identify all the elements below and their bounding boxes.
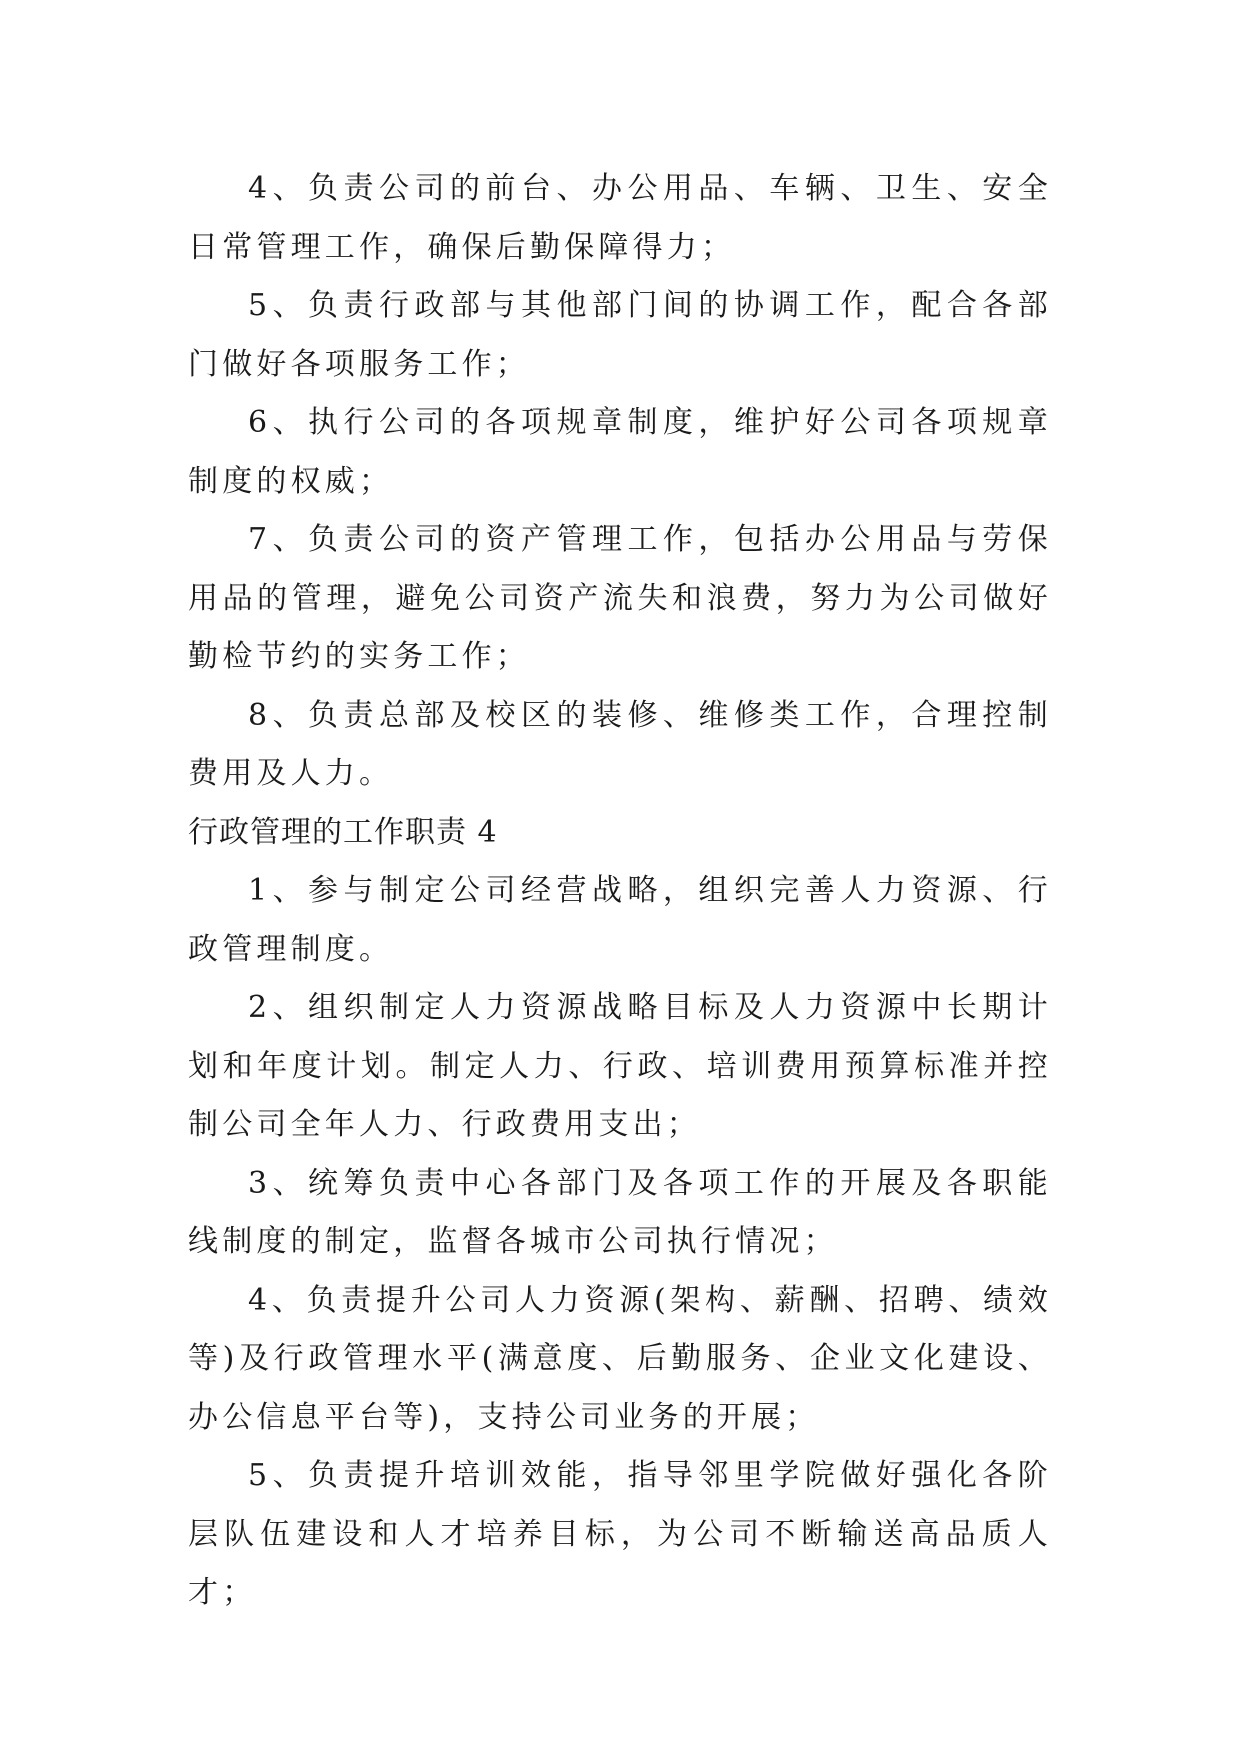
duty-item-6: 6、执行公司的各项规章制度，维护好公司各项规章制度的权威； [188,405,1052,499]
section-heading: 行政管理的工作职责 4 [188,814,498,850]
section4-item-3: 3、统筹负责中心各部门及各项工作的开展及各职能线制度的制定，监督各城市公司执行情况； [188,1165,1052,1259]
duty-item-7: 7、负责公司的资产管理工作，包括办公用品与劳保用品的管理，避免公司资产流失和浪费，努力为公司做好勤检节约的实务工作； [188,522,1052,674]
duty-item-8: 8、负责总部及校区的装修、维修类工作，合理控制费用及人力。 [188,697,1052,791]
section4-item-4: 4、负责提升公司人力资源(架构、薪酬、招聘、绩效等)及行政管理水平(满意度、后勤服务、企业文化建设、办公信息平台等)，支持公司业务的开展； [188,1282,1052,1435]
duty-item-4: 4、负责公司的前台、办公用品、车辆、卫生、安全日常管理工作，确保后勤保障得力； [188,171,1052,265]
section4-item-2: 2、组织制定人力资源战略目标及人力资源中长期计划和年度计划。制定人力、行政、培训费用预算标准并控制公司全年人力、行政费用支出； [188,990,1052,1142]
section4-item-1: 1、参与制定公司经营战略，组织完善人力资源、行政管理制度。 [188,873,1052,967]
duty-item-5: 5、负责行政部与其他部门间的协调工作，配合各部门做好各项服务工作； [188,288,1052,382]
document-body [188,160,1052,1623]
section4-item-5: 5、负责提升培训效能，指导邻里学院做好强化各阶层队伍建设和人才培养目标，为公司不断输送高品质人才； [188,1458,1052,1610]
